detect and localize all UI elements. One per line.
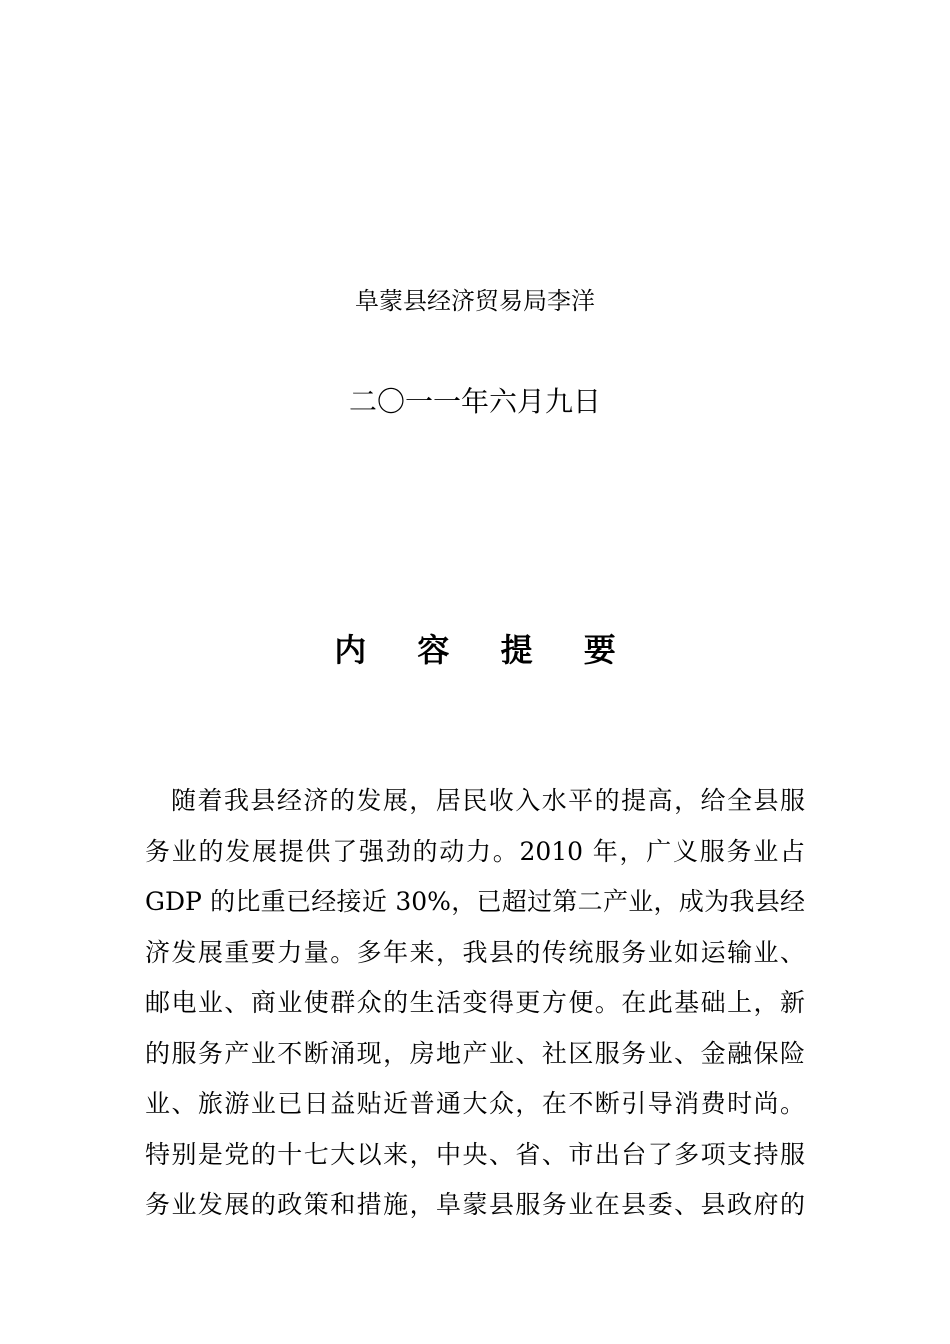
body-line: 的服务产业不断涌现，房地产业、社区服务业、金融保险	[145, 1038, 805, 1068]
abstract-body	[145, 776, 805, 1231]
body-line: 济发展重要力量。多年来，我县的传统服务业如运输业、	[145, 937, 805, 967]
body-line: 随着我县经济的发展，居民收入水平的提高，给全县服	[171, 786, 805, 815]
body-line: GDP 的比重已经接近 30%，已超过第二产业，成为我县经	[145, 887, 805, 916]
body-line: 特别是党的十七大以来，中央、省、市出台了多项支持服	[145, 1139, 805, 1169]
author-line: 阜蒙县经济贸易局李洋	[355, 287, 595, 315]
body-line: 务业的发展提供了强劲的动力。2010 年，广义服务业占	[145, 836, 805, 866]
section-heading: 内 容 提 要	[334, 631, 636, 669]
body-line: 邮电业、商业使群众的生活变得更方便。在此基础上，新	[145, 988, 805, 1017]
body-line: 务业发展的政策和措施，阜蒙县服务业在县委、县政府的	[145, 1190, 805, 1219]
date-line: 二〇一一年六月九日	[348, 385, 601, 418]
body-line: 业、旅游业已日益贴近普通大众，在不断引导消费时尚。	[145, 1089, 805, 1118]
